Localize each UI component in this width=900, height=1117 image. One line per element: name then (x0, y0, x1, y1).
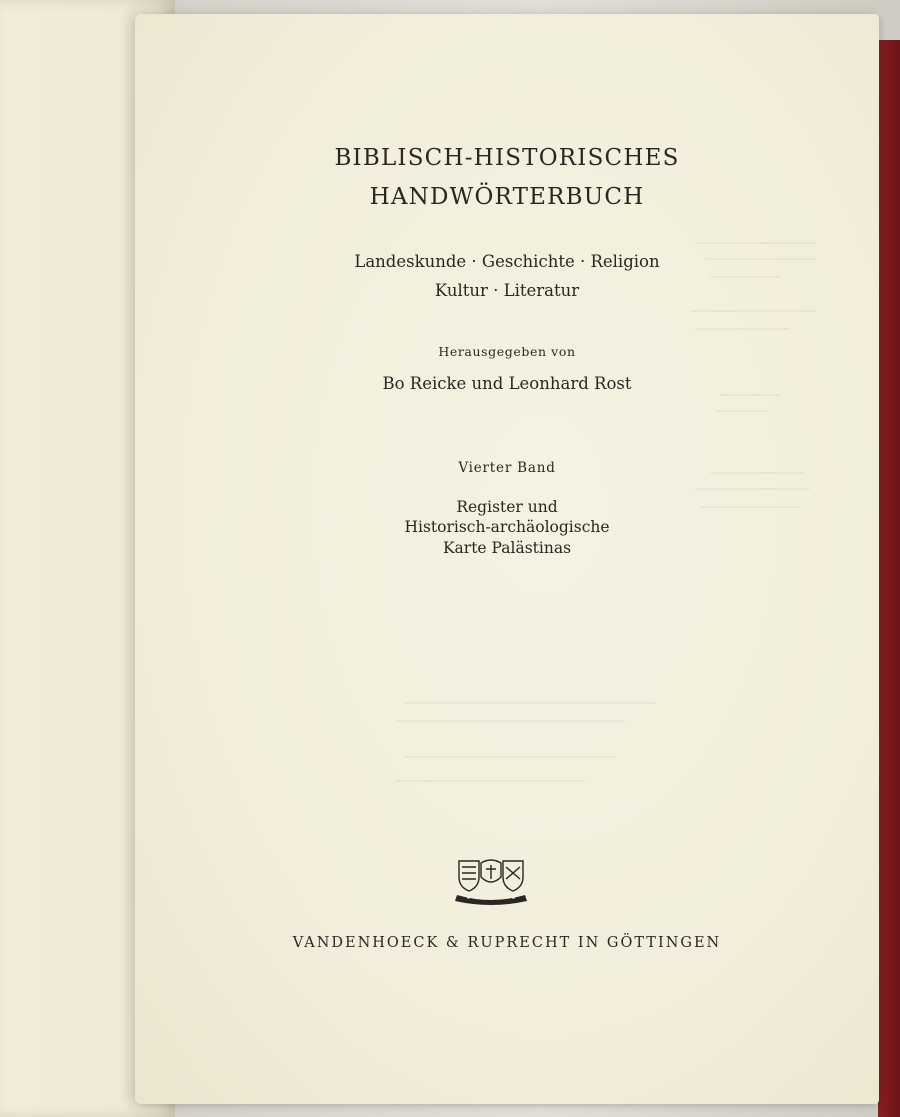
publisher-emblem-icon (453, 857, 529, 905)
book-cover-edge (878, 40, 900, 1117)
editors-names: Bo Reicke und Leonhard Rost (382, 374, 632, 393)
subtitle-line-1: Landeskunde · Geschichte · Religion (354, 252, 660, 271)
book-title-line-1: BIBLISCH-HISTORISCHES (334, 145, 680, 171)
edited-by-label: Herausgegeben von (438, 344, 576, 359)
volume-label: Vierter Band (458, 460, 556, 476)
title-page-content (135, 14, 879, 1104)
volume-title-line-1: Register und (456, 498, 558, 516)
volume-title-line-3: Karte Palästinas (442, 539, 572, 557)
subtitle-line-2: Kultur · Literatur (434, 281, 580, 300)
book-title-line-2: HANDWÖRTERBUCH (369, 184, 645, 210)
publisher-imprint: VANDENHOECK & RUPRECHT IN GÖTTINGEN (292, 935, 722, 951)
title-page (135, 14, 879, 1104)
volume-title-line-2: Historisch-archäologische (404, 518, 610, 536)
